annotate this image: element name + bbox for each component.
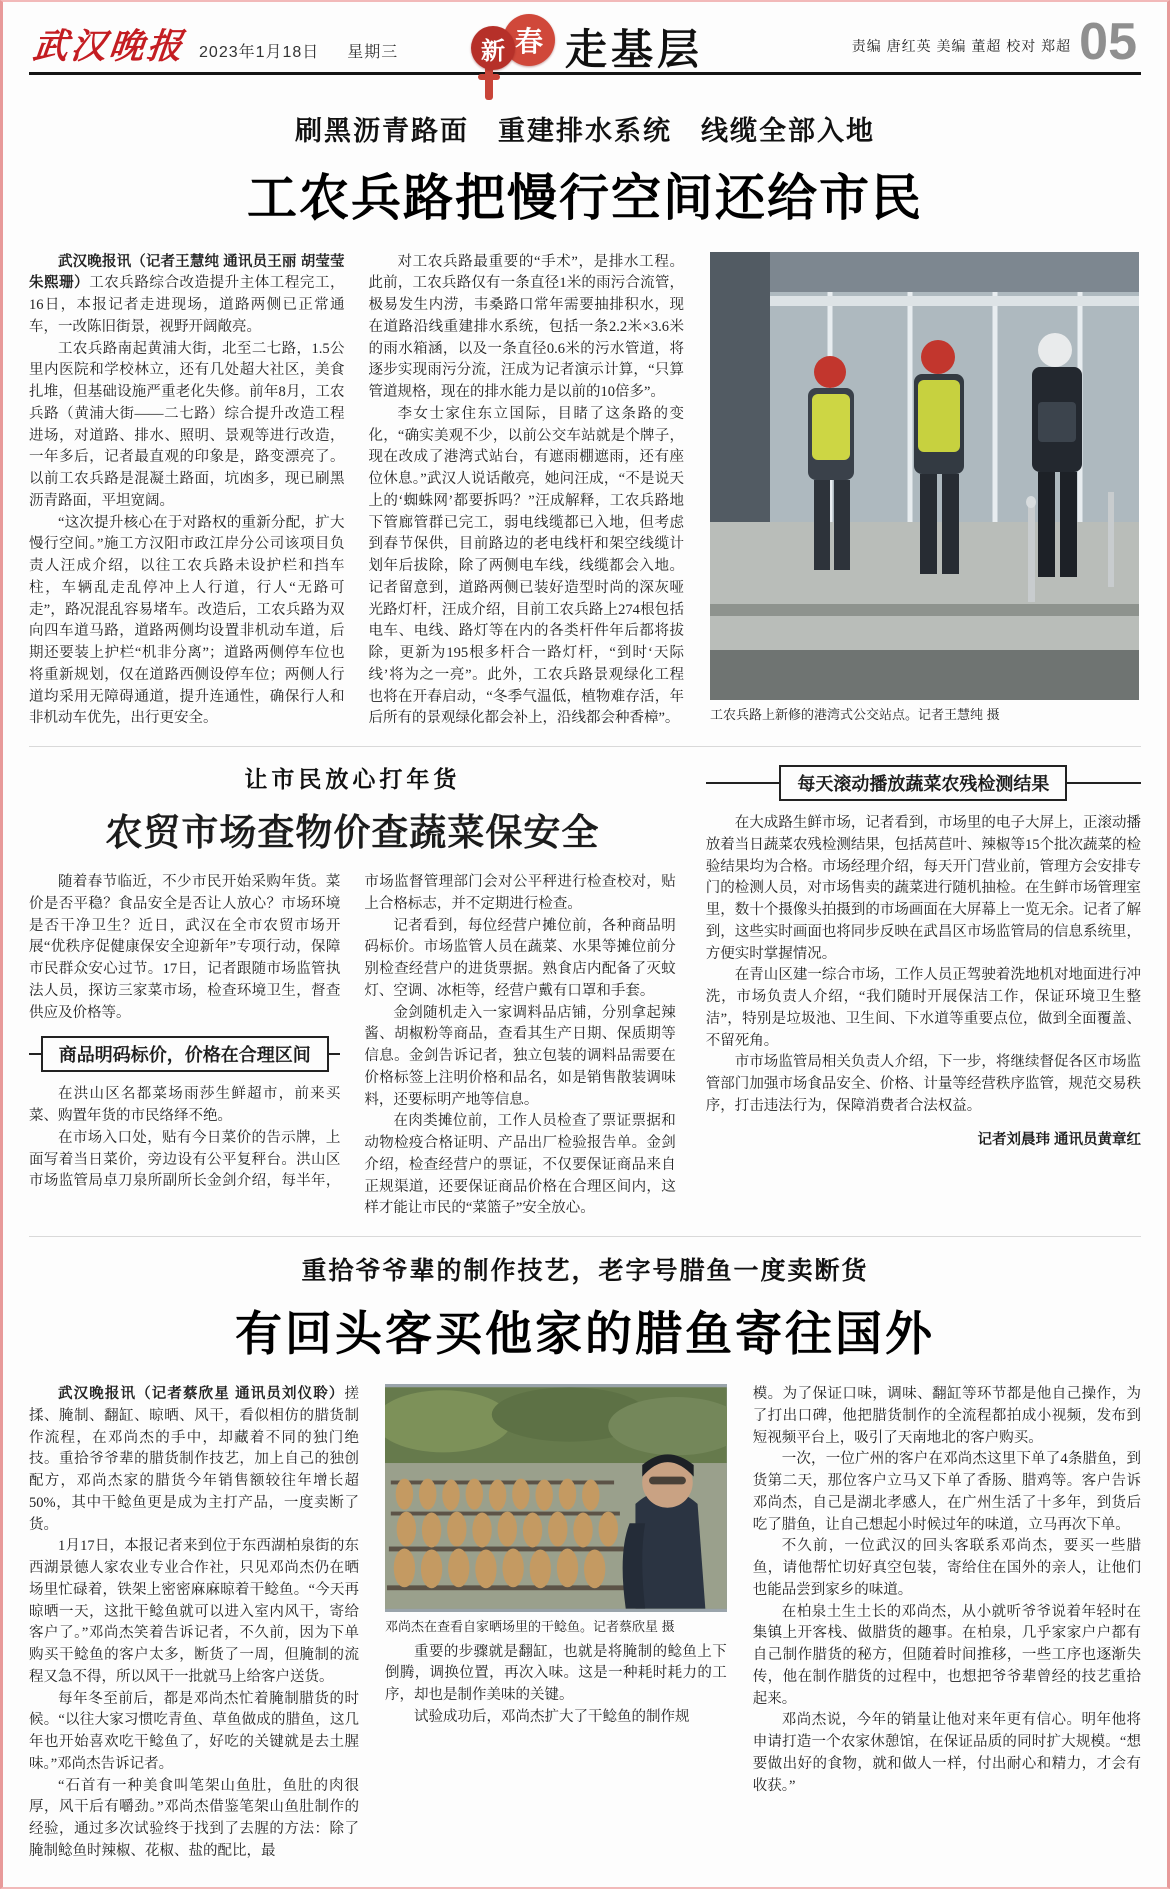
paragraph: 在柏泉土生土长的邓尚杰，从小就听爷爷说着年轻时在集镇上开客栈、做腊货的趣事。在柏泉，几乎家家户户都有自己制作腊货的秘方，但随着时间推移，一些工序也逐渐失传，他在制作腊货的过程中，也想把爷爷辈曾经的技艺重拾起来。: [752, 1603, 1141, 1707]
paragraph: 随着春节临近，不少市民开始采购年货。菜价是否平稳？食品安全是否让人放心？市场环境是否干净卫生？近日，武汉在全市农贸市场开展“优秩序促健康保安全迎新年”专项行动，保障市民群众安心过节。17日，记者跟随市场监管执法人员，探访三家菜市场，检查环境卫生，督查供应及价格等。: [29, 874, 341, 1021]
paragraph: 市市场监管局相关负责人介绍，下一步，将继续督促各区市场监管部门加强市场食品安全、价格、计量等经营秩序监管，规范交易秩序，打击违法行为，保障消费者合法权益。: [705, 1054, 1141, 1114]
paragraph: 试验成功后，邓尚杰扩大了干鲶鱼的制作规: [414, 1708, 690, 1725]
new-spring-badge: [467, 10, 703, 88]
paragraph: 记者看到，每位经营户摊位前，各种商品明码标价。市场监管人员在蔬菜、水果等摊位前分别检查经营户的进货票据。熟食店内配备了灭蚊灯、空调、冰柜等，经营户戴有口罩和手套。: [364, 917, 676, 999]
subhead-text: 商品明码标价，价格在合理区间: [41, 1036, 329, 1072]
article3-kicker: 重拾爷爷辈的制作技艺，老字号腊鱼一度卖断货: [301, 1257, 869, 1286]
seal-chun: 春: [503, 14, 555, 66]
paragraph: 不久前，一位武汉的回头客联系邓尚杰，要买一些腊鱼，请他帮忙切好真空包装，寄给住在国外的亲人，让他们也能品尝到家乡的味道。: [752, 1538, 1141, 1598]
paragraph: 在市场入口处，贴有今日菜价的告示牌，上面写着当日菜价，旁边设有公平复秤台。洪山区市场监管局卓刀泉所副所长金剑介绍，每半年，市场监督管理部门会对公平秤进行检查校对，贴上合格标志，并不定期进行检查。: [29, 874, 676, 1190]
bus-stop-photo: [710, 252, 1139, 700]
weekday-text: 星期三: [347, 43, 399, 61]
masthead-logo: 武汉晚报: [30, 26, 188, 66]
section-divider: [29, 1236, 1141, 1237]
page-number: 05: [1079, 13, 1137, 71]
paragraph: “这次提升核心在于对路权的重新分配，扩大慢行空间。”施工方汉阳市政江岸分公司该项目负责人汪成介绍，以往工农兵路未设护栏和挡车柱，车辆乱走乱停冲上人行道，行人“无路可走”，路况混乱容易堵车。改造后，工农兵路为双向四车道马路，道路两侧均设置非机动车道，后期还要装上护栏“机非分离”；道路两侧停车位也将重新规划，仅在道路西侧设停车位；两侧人行道均采用无障碍通道，提升连通性，确保行人和非机动车优先，出行更安全。: [29, 514, 345, 727]
article3-byline: 武汉晚报讯（记者蔡欣星 通讯员刘仪聆）: [58, 1386, 345, 1403]
article-2: [29, 761, 1141, 1220]
paragraph: 武汉晚报讯（记者蔡欣星 通讯员刘仪聆）搓揉、腌制、翻缸、晾晒、风干，看似相仿的腊货制作流程，在邓尚杰的手中，却藏着不同的独门绝技。重拾爷爷辈的腊货制作技艺，加上自己的独创配方，邓尚杰家的腊货今年销售额较往年增长超50%，其中干鲶鱼更是成为主打产品，一度卖断了货。: [29, 1386, 360, 1533]
paragraph: 在青山区建一综合市场，工作人员正驾驶着洗地机对地面进行冲洗，市场负责人介绍，“我们随时开展保洁工作，保证环境卫生整洁”，特别是垃圾池、卫生间、下水道等重要点位，做到全面覆盖、不留死角。: [705, 967, 1141, 1049]
paragraph: 工农兵路南起黄浦大街，北至二七路，1.5公里内医院和学校林立，还有几处超大社区，美食扎堆，但基础设施严重老化失修。前年8月，工农兵路（黄浦大街——二七路）综合提升改造工程进场，对道路、排水、照明、景观等进行改造，一年多后，记者最直观的印象是，路变漂亮了。以前工农兵路是混凝土路面，坑凼多，现已刷黑沥青路面，平坦宽阔。: [29, 340, 345, 509]
article1-kicker: 刷黑沥青路面 重建排水系统 线缆全部入地: [295, 115, 875, 146]
paragraph: 重要的步骤就是翻缸，也就是将腌制的鲶鱼上下倒腾，调换位置，再次入味。这是一种耗时耗力的工序，却也是制作美味的关键。: [385, 1643, 727, 1704]
dried-fish: [394, 1479, 618, 1589]
article3-title: 有回头客买他家的腊鱼寄往国外: [235, 1307, 935, 1361]
paragraph: 模。为了保证口味，调味、翻缸等环节都是他自己操作，为了打出口碑，他把腊货制作的全流程都拍成小视频，发布到短视频平台上，吸引了天南地北的客户购买。: [752, 1386, 1141, 1446]
article1-photo-block: [710, 252, 1139, 731]
article2-subhead-box: [29, 1036, 340, 1072]
article2-title: 农贸市场查物价查蔬菜保安全: [105, 813, 600, 855]
article1-photo-caption: 工农兵路上新修的港湾式公交站点。记者王慧纯 摄: [710, 706, 1000, 722]
date-line: [199, 39, 398, 64]
paragraph: 1月17日，本报记者来到位于东西湖柏泉街的东西湖景德人家农业专业合作社，只见邓尚杰仍在晒场里忙碌着，铁架上密密麻麻晾着干鲶鱼。“今天再晾晒一天，这批干鲶鱼就可以进入室内风干，寄给客户了。”邓尚杰笑着告诉记者，不久前，因为下单购买干鲶鱼的客户太多，断货了一周，但腌制的流程又急不得，所以风干一批就马上给客户送货。: [29, 1538, 360, 1685]
header-right: [851, 13, 1137, 71]
article2-text-columns: [29, 872, 676, 1220]
article3-photo-caption: 邓尚杰在查看自家晒场里的干鲶鱼。记者蔡欣星 摄: [385, 1619, 675, 1635]
rule-left: [29, 1053, 41, 1055]
sidebar-head-text: 每天滚动播放蔬菜农残检测结果: [779, 765, 1067, 801]
knot-tassel-icon: [485, 66, 493, 100]
rule-left: [706, 782, 780, 784]
paragraph: 在大成路生鲜市场，记者看到，市场里的电子大屏上，正滚动播放着当日蔬菜农残检测结果，包括莴苣叶、辣椒等15个批次蔬菜的检验结果均为合格。市场经理介绍，每天开门营业前，管理方会安排专门的检测人员，对市场售卖的蔬菜进行随机抽检。在生鲜市场管理室里，数十个摄像头拍摄到的市场画面在大屏幕上一览无余。记者了解到，这些实时画面也将同步反映在武昌区市场监管局的信息系统里，方便实时掌握情况。: [705, 815, 1141, 962]
article1-text-columns: [29, 252, 684, 731]
paragraph: 金剑随机走入一家调料品店铺，分别拿起辣酱、胡椒粉等商品，查看其生产日期、保质期等信息。金剑告诉记者，独立包装的调料品需要在价格标签上注明价格和品名，如是销售散装调味料，还要标明产地等信息。: [364, 1004, 676, 1108]
section-divider: [29, 746, 1141, 747]
paragraph: 武汉晚报讯（记者王慧纯 通讯员王丽 胡莹莹 朱熙珊）工农兵路综合改造提升主体工程完工，16日，本报记者走进现场，道路两侧已正常通车，一改陈旧街景，视野开阔敞亮。: [29, 253, 345, 335]
masthead-group: [30, 26, 399, 66]
badge-title: 走基层: [564, 26, 704, 73]
rule-right: [329, 1053, 341, 1055]
paragraph: “石首有一种美食叫笔架山鱼肚，鱼肚的肉很厚，风干后有嚼劲。”邓尚杰借鉴笔架山鱼肚制作的经验，通过多次试验终于找到了去腥的方法：除了腌制鲶鱼时辣椒、花椒、盐的配比，最: [29, 1777, 360, 1859]
dried-fish-photo: [385, 1384, 727, 1612]
article1-byline: 武汉晚报讯（记者王慧纯 通讯员王丽 胡莹莹 朱熙珊）: [29, 253, 345, 292]
date-text: 2023年1月18日: [199, 43, 320, 61]
article2-kicker: 让市民放心打年货: [244, 766, 461, 793]
paragraph: 李女士家住东立国际，目睹了这条路的变化，“确实美观不少，以前公交车站就是个牌子，现在改成了港湾式站台，有遮雨棚遮雨，还有座位休息。”武汉人说话敞亮，她问汪成，“不是说天上的‘蜘蛛网’都要拆吗？”汪成解释，工农兵路地下管廊管群已完工，弱电线缆都已入地，但考虑到春节保供，目前路边的老电线杆和架空线缆计划年后拔除，除了两侧电车线，线缆都会入地。记者留意到，道路两侧已装好造型时尚的深灰哑光路灯杆，汪成介绍，目前工农兵路上274根包括电车、电线、路灯等在内的各类杆件年后都将拔除，更新为195根多杆合一路灯杆，“到时‘天际线’将为之一亮”。此外，工农兵路景观绿化工程也将在开春启动，“冬季气温低，植物难存活，年后所有的景观绿化都会补上，沿线都会种香樟”。: [368, 405, 684, 727]
article-3: [29, 1251, 1141, 1863]
paragraph: 邓尚杰说，今年的销量让他对来年更有信心。明年他将申请打造一个农家休憩馆，在保证品质的同时扩大规模。“想要做出好的食物，就和做人一样，付出耐心和精力，才会有收获。”: [752, 1712, 1141, 1794]
paragraph: 一次，一位广州的客户在邓尚杰这里下单了4条腊鱼，到货第二天，那位客户立马又下单了香肠、腊鸡等。客户告诉邓尚杰，自己是湖北孝感人，在广州生活了十多年，到货后吃了腊鱼，让自己想起小时候过年的味道，立马再次下单。: [752, 1451, 1141, 1533]
article-1: [29, 109, 1141, 731]
seal-xin: 新: [471, 26, 515, 70]
paragraph: 在肉类摊位前，工作人员检查了票证票据和动物检疫合格证明、产品出厂检验报告单。金剑介绍，检查经营户的票证，不仅要保证商品来自正规渠道，还要保证商品价格在合理区间内，这样才能让市民的“菜篮子”安全放心。: [364, 1113, 676, 1217]
paragraph: 对工农兵路最重要的“手术”，是排水工程。此前，工农兵路仅有一条直径1米的雨污合流管，极易发生内涝，韦桑路口常年需要抽排积水，现在道路沿线重建排水系统，包括一条2.2米×3.6米的雨水箱涵，以及一条直径0.6米的污水管道，将逐步实现雨污分流，汪成为记者演示计算，“只算管道规格，现在的排水能力是以前的10倍多”。: [368, 253, 684, 401]
paragraph: 在洪山区名都菜场雨莎生鲜超市，前来买菜、购置年货的市民络绎不绝。: [29, 1086, 341, 1125]
article1-title: 工农兵路把慢行空间还给市民: [247, 169, 923, 226]
sidebar-head-box: [706, 765, 1141, 801]
red-seal-icon: [467, 10, 555, 88]
article2-sidebar: [706, 761, 1141, 1220]
editors-line: 责编 唐红英 美编 董超 校对 郑超: [851, 37, 1072, 54]
article2-main: [29, 761, 676, 1220]
sidebar-byline: 记者刘晨玮 通讯员黄章红: [977, 1131, 1141, 1148]
paragraph: 每年冬至前后，都是邓尚杰忙着腌制腊货的时候。“以往大家习惯吃青鱼、草鱼做成的腊鱼，这几年也开始喜欢吃干鲶鱼了，好吃的关键就是去土腥味。”邓尚杰告诉记者。: [29, 1690, 360, 1772]
page-header: [29, 12, 1141, 75]
rule-right: [1067, 782, 1141, 784]
